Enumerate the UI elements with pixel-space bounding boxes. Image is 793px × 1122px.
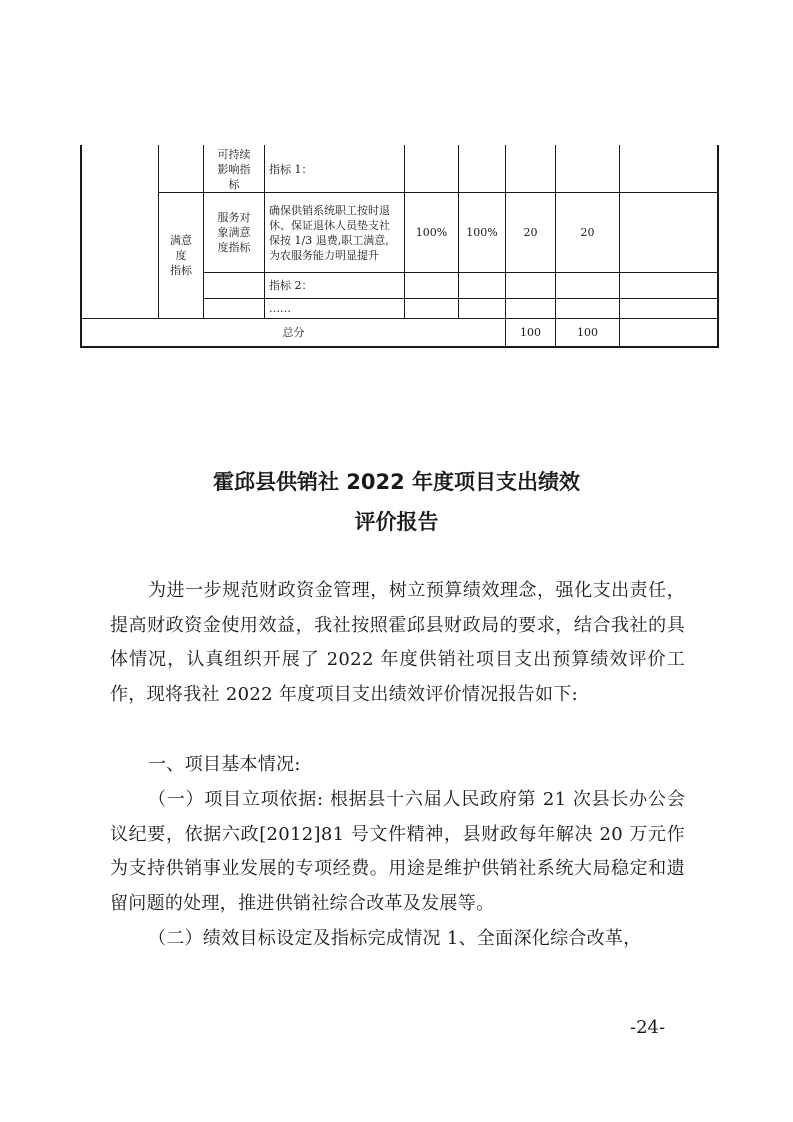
indicator-cell: 指标 2：	[269, 279, 313, 292]
total-score: 100	[577, 326, 598, 339]
indicator-cell: 确保供销系统职工按时退 休、保证退休人员垫支社 保按 1/3 退费,职工满意, 为农服务能力明显提升	[269, 204, 390, 262]
basis-paragraph: （一）项目立项依据: 根据县十六届人民政府第 21 次县长办公会议纪要，依据六政[2012]81 号文件精神，县财政每年解决 20 万元作为支持供销事业发展的专项经费。用途是维护供销社系统大局稳定和遗留问题的处理，推进供销社综合改革及发展等。	[110, 789, 685, 915]
table-border	[80, 346, 719, 348]
intro-paragraph: 为进一步规范财政资金管理，树立预算绩效理念，强化支出责任，提高财政资金使用效益，我社按照霍邱县财政局的要求，结合我社的具体情况，认真组织开展了 2022 年度供销社项目支出预算绩效评价工作，现将我社 2022 年度项目支出绩效评价情况报告如下:	[110, 580, 685, 706]
sub-category-sustainable: 可持续 影响指 标	[217, 147, 251, 191]
performance-table	[0, 0, 793, 360]
section-heading: 一、项目基本情况:	[148, 754, 301, 775]
total-weight: 100	[520, 326, 541, 339]
report-title-line2: 评价报告	[354, 510, 439, 534]
weight-value: 20	[523, 226, 538, 239]
page-number: -24-	[630, 1017, 666, 1038]
targets-paragraph: （二）绩效目标设定及指标完成情况 1、全面深化综合改革，	[148, 928, 642, 949]
sub-category-service-satisfaction: 服务对 象满意 度指标	[217, 211, 251, 254]
total-label: 总分	[282, 326, 305, 339]
score-value: 20	[580, 226, 595, 239]
target-value: 100%	[415, 226, 448, 239]
category-satisfaction: 满意 度 指标	[170, 234, 192, 277]
indicator-cell: 指标 1：	[269, 162, 313, 176]
indicator-cell: ……	[269, 302, 291, 315]
report-title: 霍邱县供销社 2022 年度项目支出绩效	[212, 470, 581, 494]
actual-value: 100%	[466, 226, 498, 239]
